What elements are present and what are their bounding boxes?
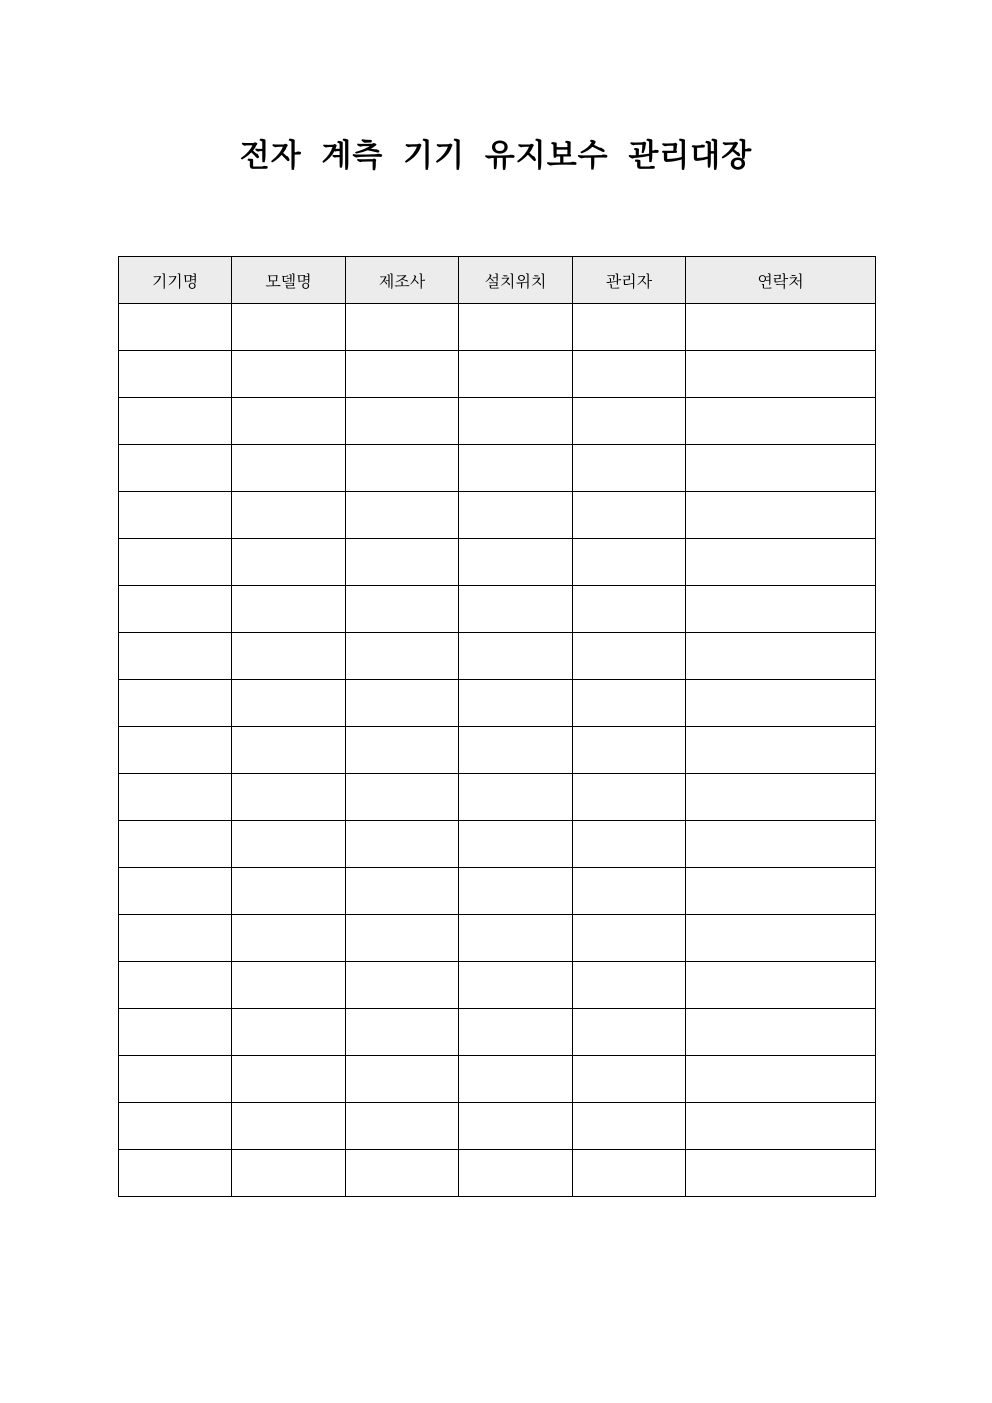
- cell-manufacturer[interactable]: [346, 680, 459, 727]
- table-row: [119, 962, 876, 1009]
- cell-contact[interactable]: [686, 633, 876, 680]
- cell-manufacturer[interactable]: [346, 539, 459, 586]
- table-row: [119, 1009, 876, 1056]
- header-manufacturer: 제조사: [346, 257, 459, 304]
- cell-contact[interactable]: [686, 727, 876, 774]
- cell-manager[interactable]: [573, 774, 686, 821]
- cell-manager[interactable]: [573, 1056, 686, 1103]
- cell-install-location[interactable]: [459, 868, 573, 915]
- cell-install-location[interactable]: [459, 1150, 573, 1197]
- cell-contact[interactable]: [686, 962, 876, 1009]
- cell-install-location[interactable]: [459, 1103, 573, 1150]
- cell-device-name[interactable]: [119, 1150, 232, 1197]
- cell-manufacturer[interactable]: [346, 821, 459, 868]
- table-row: [119, 821, 876, 868]
- cell-contact[interactable]: [686, 774, 876, 821]
- cell-device-name[interactable]: [119, 1056, 232, 1103]
- cell-model-name[interactable]: [232, 821, 346, 868]
- cell-manufacturer[interactable]: [346, 1150, 459, 1197]
- table-row: [119, 633, 876, 680]
- cell-manager[interactable]: [573, 915, 686, 962]
- table-row: [119, 680, 876, 727]
- cell-manufacturer[interactable]: [346, 633, 459, 680]
- cell-manager[interactable]: [573, 680, 686, 727]
- cell-model-name[interactable]: [232, 539, 346, 586]
- cell-model-name[interactable]: [232, 680, 346, 727]
- table-row: [119, 351, 876, 398]
- table-row: [119, 915, 876, 962]
- cell-model-name[interactable]: [232, 445, 346, 492]
- cell-contact[interactable]: [686, 351, 876, 398]
- cell-manager[interactable]: [573, 445, 686, 492]
- cell-device-name[interactable]: [119, 1009, 232, 1056]
- cell-device-name[interactable]: [119, 774, 232, 821]
- cell-device-name[interactable]: [119, 915, 232, 962]
- cell-device-name[interactable]: [119, 492, 232, 539]
- cell-contact[interactable]: [686, 915, 876, 962]
- header-manager: 관리자: [573, 257, 686, 304]
- table-row: [119, 774, 876, 821]
- cell-device-name[interactable]: [119, 868, 232, 915]
- cell-manufacturer[interactable]: [346, 915, 459, 962]
- cell-install-location[interactable]: [459, 492, 573, 539]
- cell-device-name[interactable]: [119, 398, 232, 445]
- table-row: [119, 868, 876, 915]
- cell-install-location[interactable]: [459, 398, 573, 445]
- cell-manager[interactable]: [573, 539, 686, 586]
- table-row: [119, 304, 876, 351]
- cell-install-location[interactable]: [459, 727, 573, 774]
- table-header-row: [119, 257, 876, 304]
- cell-install-location[interactable]: [459, 962, 573, 1009]
- cell-manager[interactable]: [573, 351, 686, 398]
- table-row: [119, 492, 876, 539]
- cell-model-name[interactable]: [232, 915, 346, 962]
- cell-model-name[interactable]: [232, 868, 346, 915]
- header-model-name: 모델명: [232, 257, 346, 304]
- cell-install-location[interactable]: [459, 774, 573, 821]
- table-row: [119, 398, 876, 445]
- maintenance-ledger-table: [118, 256, 876, 1197]
- cell-manufacturer[interactable]: [346, 868, 459, 915]
- header-device-name: 기기명: [119, 257, 232, 304]
- cell-manufacturer[interactable]: [346, 398, 459, 445]
- cell-contact[interactable]: [686, 680, 876, 727]
- cell-model-name[interactable]: [232, 398, 346, 445]
- cell-manager[interactable]: [573, 1103, 686, 1150]
- cell-device-name[interactable]: [119, 304, 232, 351]
- cell-contact[interactable]: [686, 445, 876, 492]
- cell-manager[interactable]: [573, 1009, 686, 1056]
- cell-device-name[interactable]: [119, 351, 232, 398]
- table-row: [119, 539, 876, 586]
- cell-install-location[interactable]: [459, 1009, 573, 1056]
- header-install-location: 설치위치: [459, 257, 573, 304]
- cell-manufacturer[interactable]: [346, 1009, 459, 1056]
- cell-manufacturer[interactable]: [346, 774, 459, 821]
- table-row: [119, 727, 876, 774]
- cell-manager[interactable]: [573, 492, 686, 539]
- cell-manufacturer[interactable]: [346, 727, 459, 774]
- cell-contact[interactable]: [686, 586, 876, 633]
- cell-device-name[interactable]: [119, 586, 232, 633]
- cell-contact[interactable]: [686, 304, 876, 351]
- cell-install-location[interactable]: [459, 304, 573, 351]
- cell-contact[interactable]: [686, 868, 876, 915]
- cell-manufacturer[interactable]: [346, 445, 459, 492]
- cell-device-name[interactable]: [119, 445, 232, 492]
- header-contact: 연락처: [686, 257, 876, 304]
- cell-install-location[interactable]: [459, 1056, 573, 1103]
- cell-manager[interactable]: [573, 586, 686, 633]
- cell-model-name[interactable]: [232, 633, 346, 680]
- cell-device-name[interactable]: [119, 680, 232, 727]
- cell-model-name[interactable]: [232, 727, 346, 774]
- cell-manufacturer[interactable]: [346, 962, 459, 1009]
- cell-install-location[interactable]: [459, 539, 573, 586]
- table-row: [119, 445, 876, 492]
- cell-contact[interactable]: [686, 492, 876, 539]
- cell-manager[interactable]: [573, 821, 686, 868]
- table-row: [119, 586, 876, 633]
- cell-model-name[interactable]: [232, 351, 346, 398]
- cell-model-name[interactable]: [232, 962, 346, 1009]
- cell-manager[interactable]: [573, 727, 686, 774]
- cell-manufacturer[interactable]: [346, 1056, 459, 1103]
- table-row: [119, 1103, 876, 1150]
- cell-model-name[interactable]: [232, 1056, 346, 1103]
- cell-install-location[interactable]: [459, 586, 573, 633]
- cell-manager[interactable]: [573, 868, 686, 915]
- cell-manufacturer[interactable]: [346, 586, 459, 633]
- cell-model-name[interactable]: [232, 586, 346, 633]
- cell-model-name[interactable]: [232, 1103, 346, 1150]
- cell-install-location[interactable]: [459, 680, 573, 727]
- cell-model-name[interactable]: [232, 304, 346, 351]
- cell-manager[interactable]: [573, 1150, 686, 1197]
- cell-contact[interactable]: [686, 821, 876, 868]
- cell-manager[interactable]: [573, 304, 686, 351]
- table-row: [119, 1056, 876, 1103]
- cell-contact[interactable]: [686, 1150, 876, 1197]
- table-body: [119, 304, 876, 1197]
- cell-manufacturer[interactable]: [346, 492, 459, 539]
- cell-install-location[interactable]: [459, 915, 573, 962]
- cell-install-location[interactable]: [459, 821, 573, 868]
- cell-manager[interactable]: [573, 398, 686, 445]
- cell-manufacturer[interactable]: [346, 351, 459, 398]
- table-row: [119, 1150, 876, 1197]
- cell-install-location[interactable]: [459, 633, 573, 680]
- cell-contact[interactable]: [686, 1056, 876, 1103]
- page-title: 전자 계측 기기 유지보수 관리대장: [239, 138, 753, 174]
- cell-contact[interactable]: [686, 398, 876, 445]
- cell-device-name[interactable]: [119, 1103, 232, 1150]
- cell-install-location[interactable]: [459, 445, 573, 492]
- cell-model-name[interactable]: [232, 492, 346, 539]
- cell-manufacturer[interactable]: [346, 1103, 459, 1150]
- cell-model-name[interactable]: [232, 1150, 346, 1197]
- cell-device-name[interactable]: [119, 962, 232, 1009]
- cell-device-name[interactable]: [119, 727, 232, 774]
- cell-contact[interactable]: [686, 1009, 876, 1056]
- cell-contact[interactable]: [686, 539, 876, 586]
- cell-model-name[interactable]: [232, 774, 346, 821]
- cell-manager[interactable]: [573, 962, 686, 1009]
- cell-model-name[interactable]: [232, 1009, 346, 1056]
- cell-device-name[interactable]: [119, 633, 232, 680]
- cell-device-name[interactable]: [119, 539, 232, 586]
- cell-contact[interactable]: [686, 1103, 876, 1150]
- cell-manufacturer[interactable]: [346, 304, 459, 351]
- cell-install-location[interactable]: [459, 351, 573, 398]
- cell-manager[interactable]: [573, 633, 686, 680]
- cell-device-name[interactable]: [119, 821, 232, 868]
